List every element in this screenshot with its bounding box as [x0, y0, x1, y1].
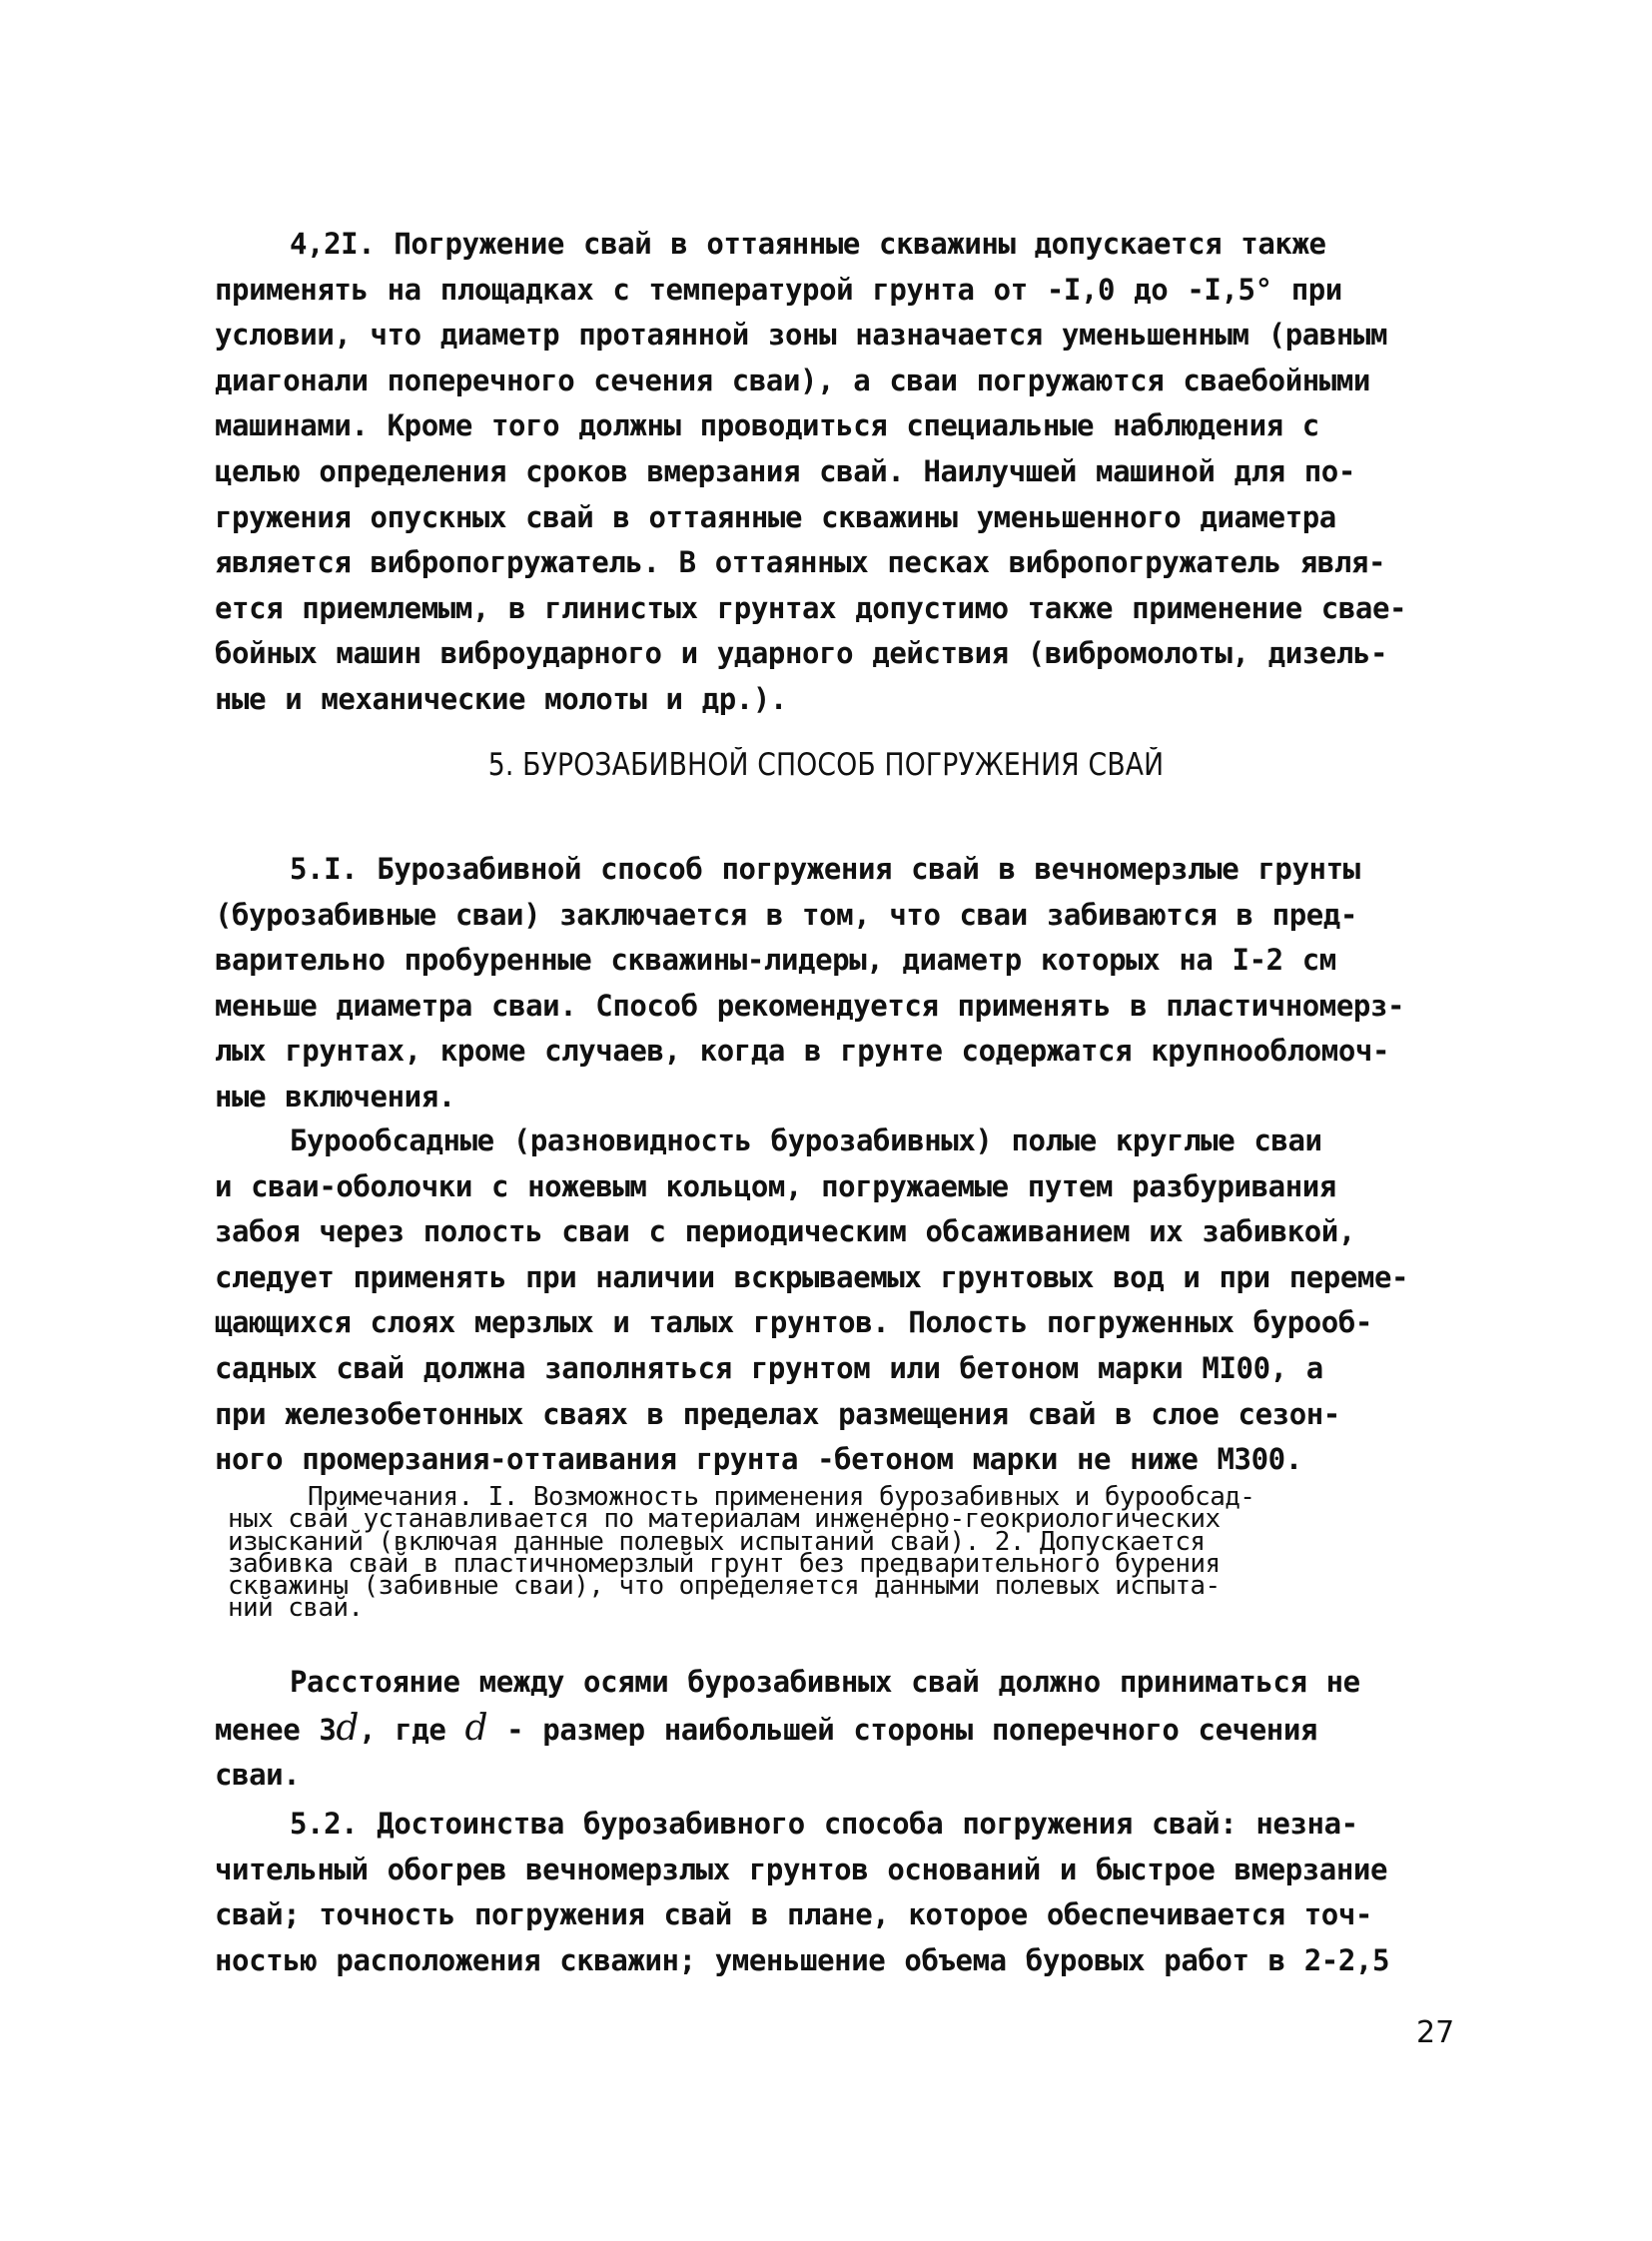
text-line: свай; точность погружения свай в плане, которое обеспечивается точ-: [215, 1897, 1372, 1932]
text-line: ного промерзания-оттаивания грунта -бетоном марки не ниже М300.: [215, 1442, 1302, 1477]
text-line: меньше диаметра сваи. Способ рекомендуется применять в пластичномерз-: [215, 988, 1405, 1023]
text-line: 5.2. Достоинства бурозабивного способа погружения свай: незна-: [290, 1807, 1358, 1841]
text-line: гружения опускных свай в оттаянные скважины уменьшенного диаметра: [215, 499, 1336, 534]
text-line: Бурообсадные (разновидность бурозабивных) полые круглые сваи: [290, 1123, 1322, 1157]
paragraph-distance: [215, 1660, 1478, 1799]
text-line: применять на площадках с температурой грунта от -I,0 до -I,5° при: [215, 272, 1342, 307]
formula-symbol-d: d: [464, 1707, 488, 1749]
formula-symbol-d: d: [336, 1707, 360, 1749]
text-line: сваи.: [215, 1758, 301, 1793]
text-line: машинами. Кроме того должны проводиться специальные наблюдения с: [215, 408, 1319, 443]
text-line: чительный обогрев вечномерзлых грунтов оснований и быстрое вмерзание: [215, 1852, 1388, 1886]
note-line: изысканий (включая данные полевых испытаний свай). 2. Допускается: [228, 1526, 1206, 1557]
text-line: садных свай должна заполняться грунтом или бетоном марки МI00, а: [215, 1350, 1323, 1385]
note-line: Примечания. I. Возможность применения бурозабивных и бурообсад-: [308, 1482, 1255, 1512]
note-line: скважины (забивные сваи), что определяется данными полевых испыта-: [228, 1571, 1221, 1602]
note-line: ний свай.: [228, 1593, 364, 1624]
note-line: забивка свай в пластичномерзлый грунт без предварительного бурения: [228, 1548, 1221, 1579]
text-fragment: менее 3: [215, 1712, 337, 1747]
text-line: щающихся слоях мерзлых и талых грунтов. Полость погруженных бурооб-: [215, 1305, 1372, 1340]
text-line: при железобетонных сваях в пределах размещения свай в слое сезон-: [215, 1396, 1340, 1431]
text-line: является вибропогружатель. В оттаянных песках вибропогружатель явля-: [215, 545, 1386, 580]
text-line: диагонали поперечного сечения сваи), а сваи погружаются сваебойными: [215, 363, 1370, 397]
text-line: ные включения.: [215, 1079, 455, 1114]
text-fragment: - размер наибольшей стороны поперечного сечения: [487, 1712, 1317, 1747]
page-number: 27: [1416, 2015, 1455, 2050]
text-line: Расстояние между осями бурозабивных свай должно приниматься не: [290, 1665, 1360, 1699]
paragraph-5-1: [215, 847, 1478, 1120]
text-line: и сваи-оболочки с ножевым кольцом, погружаемые путем разбуривания: [215, 1168, 1336, 1203]
text-line: ностью расположения скважин; уменьшение объема буровых работ в 2-2,5: [215, 1942, 1390, 1977]
text-line-with-formula: [215, 1706, 1478, 1754]
text-line: лых грунтах, кроме случаев, когда в грунте содержатся крупнообломоч-: [215, 1034, 1390, 1069]
section-heading: 5. БУРОЗАБИВНОЙ СПОСОБ ПОГРУЖЕНИЯ СВАЙ: [487, 747, 1165, 783]
text-line: варительно пробуренные скважины-лидеры, диаметр которых на I-2 см: [215, 943, 1336, 978]
text-line: 5.I. Бурозабивной способ погружения свай в вечномерзлые грунты: [290, 852, 1360, 886]
text-line: забоя через полость сваи с периодическим обсаживанием их забивкой,: [215, 1214, 1355, 1249]
text-line: целью определения сроков вмерзания свай. Наилучшей машиной для по-: [215, 453, 1355, 488]
note-line: ных свай устанавливается по материалам инженерно-геокриологических: [228, 1504, 1221, 1535]
text-fragment: , где: [359, 1712, 465, 1747]
text-line: 4,2I. Погружение свай в оттаянные скважины допускается также: [290, 227, 1326, 261]
paragraph-buroobsadnye: [215, 1119, 1478, 1483]
note-block: [228, 1482, 1466, 1624]
text-line: ные и механические молоты и др.).: [215, 681, 787, 716]
paragraph-4-21: [215, 222, 1478, 723]
text-line: (бурозабивные сваи) заключается в том, что сваи забиваются в пред-: [215, 897, 1357, 932]
text-line: следует применять при наличии вскрываемых грунтовых вод и при переме-: [215, 1259, 1409, 1294]
text-line: бойных машин виброударного и ударного действия (вибромолоты, дизель-: [215, 636, 1388, 671]
paragraph-5-2: [215, 1802, 1478, 1983]
text-line: ется приемлемым, в глинистых грунтах допустимо также применение свае-: [215, 590, 1407, 625]
text-line: условии, что диаметр протаянной зоны назначается уменьшенным (равным: [215, 318, 1388, 353]
